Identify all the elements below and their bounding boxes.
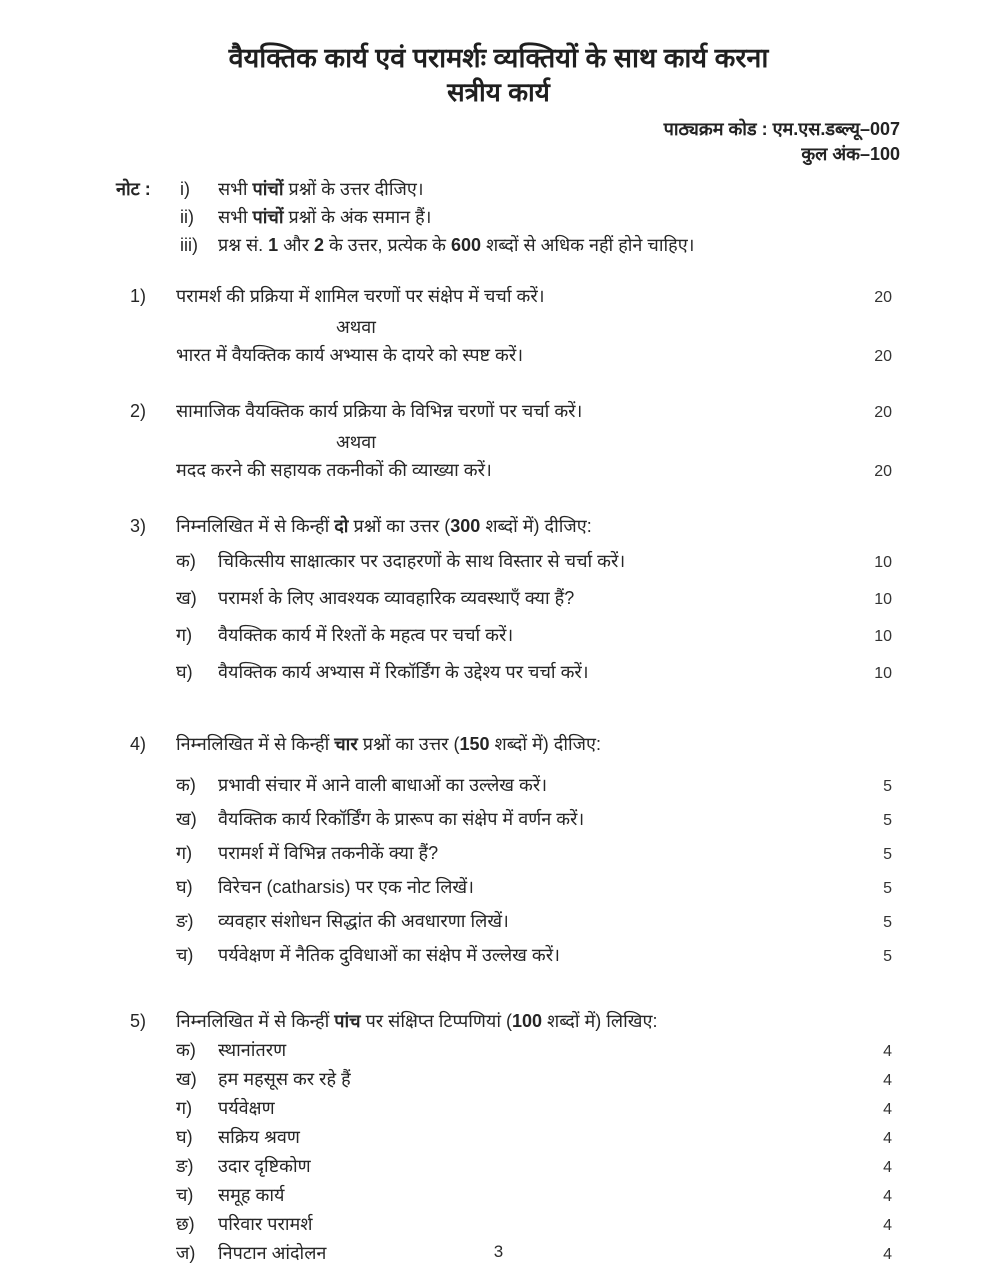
note-run: सभी [218, 207, 253, 227]
note-item-marker: ii) [180, 207, 194, 227]
question-5 [130, 1008, 892, 1268]
note-run: शब्दों से अधिक नहीं होने चाहिए। [481, 235, 695, 255]
document-header [0, 0, 997, 109]
marks-value: 4 [883, 1043, 892, 1060]
sub-question-row [130, 622, 892, 650]
note-run: प्रश्नों के उत्तर दीजिए। [283, 179, 424, 199]
sub-question-marker: क) [176, 775, 196, 795]
note-item [116, 175, 907, 203]
marks-value: 10 [874, 591, 892, 608]
marks-value: 4 [883, 1188, 892, 1205]
question-number: 4) [130, 734, 147, 754]
marks-value: 5 [883, 846, 892, 863]
marks-value: 10 [874, 665, 892, 682]
sub-question-row [130, 1037, 892, 1065]
question-4 [130, 731, 892, 970]
note-item-text [218, 203, 907, 231]
questions-section [130, 283, 892, 1268]
marks-value: 4 [883, 1246, 892, 1263]
question-run: प्रश्नों का उत्तर ( [348, 516, 451, 536]
question-3 [130, 513, 892, 687]
sub-question-text: व्यवहार संशोधन सिद्धांत की अवधारणा लिखें। [218, 911, 509, 931]
marks-value: 5 [883, 914, 892, 931]
sub-question-text: पर्यवेक्षण [218, 1098, 275, 1118]
page-number: 3 [493, 1242, 504, 1261]
sub-question-row [130, 874, 892, 902]
sub-question-marker: ग) [176, 1098, 193, 1118]
sub-question-row [130, 1211, 892, 1239]
note-run: सभी [218, 179, 253, 199]
sub-question-marker: ग) [176, 843, 193, 863]
marks-value: 20 [874, 404, 892, 421]
note-run: प्रश्नों के अंक समान हैं। [283, 207, 432, 227]
sub-question-text: समूह कार्य [218, 1185, 285, 1205]
question-row [130, 513, 892, 539]
marks-value: 4 [883, 1072, 892, 1089]
sub-question-row [130, 1095, 892, 1123]
total-marks: कुल अंक–100 [801, 144, 900, 164]
question-run: निम्नलिखित में से किन्हीं [176, 516, 335, 536]
question-text: परामर्श की प्रक्रिया में शामिल चरणों पर संक्षेप में चर्चा करें। [176, 286, 545, 306]
question-run-bold: पांच [334, 1011, 361, 1031]
or-row [130, 429, 892, 455]
marks-value: 4 [883, 1130, 892, 1147]
sub-question-marker: क) [176, 1040, 196, 1060]
note-run: के उत्तर, प्रत्येक के [323, 235, 451, 255]
sub-question-marker: च) [176, 1185, 194, 1205]
sub-question-marker: च) [176, 945, 194, 965]
question-row [130, 1008, 892, 1034]
sub-question-text: विरेचन (catharsis) पर एक नोट लिखें। [218, 877, 474, 897]
note-run-bold: 1 [268, 235, 279, 255]
note-item [116, 231, 907, 259]
sub-question-row [130, 840, 892, 868]
marks-value: 4 [883, 1159, 892, 1176]
course-meta [0, 117, 997, 167]
marks-value: 5 [883, 812, 892, 829]
sub-question-text: निपटान आंदोलन [218, 1243, 327, 1263]
sub-question-text: वैयक्तिक कार्य में रिश्तों के महत्व पर चर्चा करें। [218, 625, 514, 645]
note-run-bold: पांचों [252, 207, 284, 227]
sub-question-row [130, 1066, 892, 1094]
sub-question-marker: घ) [176, 662, 193, 682]
sub-question-text: सक्रिय श्रवण [218, 1127, 300, 1147]
question-number: 2) [130, 401, 147, 421]
sub-question-marker: घ) [176, 877, 193, 897]
marks-value: 5 [883, 880, 892, 897]
note-label: नोट : [116, 179, 151, 199]
sub-question-text: चिकित्सीय साक्षात्कार पर उदाहरणों के साथ विस्तार से चर्चा करें। [218, 551, 626, 571]
sub-question-row [130, 659, 892, 687]
sub-question-marker: ख) [176, 588, 197, 608]
sub-question-text: परामर्श के लिए आवश्यक व्यावहारिक व्यवस्थाएँ क्या हैं? [218, 588, 575, 608]
question-run-bold: दो [334, 516, 349, 536]
marks-value: 10 [874, 628, 892, 645]
note-run: और [278, 235, 314, 255]
marks-value: 10 [874, 554, 892, 571]
marks-value: 4 [883, 1101, 892, 1118]
sub-question-marker: क) [176, 551, 196, 571]
page-title: वैयक्तिक कार्य एवं परामर्शः व्यक्तियों के साथ कार्य करना [228, 43, 769, 73]
question-run: पर संक्षिप्त टिप्पणियां ( [360, 1011, 512, 1031]
marks-value: 20 [874, 348, 892, 365]
sub-question-row [130, 942, 892, 970]
sub-question-marker: ज) [176, 1243, 196, 1263]
note-run-bold: 2 [313, 235, 324, 255]
question-run: निम्नलिखित में से किन्हीं [176, 1011, 335, 1031]
page-subtitle: सत्रीय कार्य [447, 77, 550, 107]
sub-question-text: प्रभावी संचार में आने वाली बाधाओं का उल्लेख करें। [218, 775, 548, 795]
note-item-text [218, 231, 907, 259]
sub-question-text: परिवार परामर्श [218, 1214, 313, 1234]
sub-question-text: स्थानांतरण [218, 1040, 287, 1060]
question-run-bold: 300 [450, 516, 481, 536]
question-run: शब्दों में) दीजिए: [480, 516, 592, 536]
sub-question-marker: ग) [176, 625, 193, 645]
marks-value: 4 [883, 1217, 892, 1234]
note-run-bold: 600 [451, 235, 482, 255]
sub-question-marker: छ) [176, 1214, 195, 1234]
question-run-bold: चार [334, 734, 358, 754]
marks-value: 20 [874, 289, 892, 306]
sub-question-row [130, 585, 892, 613]
note-item-text [218, 175, 907, 203]
question-run-bold: 150 [459, 734, 490, 754]
question-row [130, 398, 892, 426]
question-row [130, 342, 892, 370]
sub-question-marker: ख) [176, 1069, 197, 1089]
sub-question-text: परामर्श में विभिन्न तकनीकें क्या हैं? [218, 843, 439, 863]
question-run-bold: 100 [511, 1011, 543, 1031]
sub-question-row [130, 548, 892, 576]
question-row [130, 283, 892, 311]
marks-value: 5 [883, 948, 892, 965]
question-text: सामाजिक वैयक्तिक कार्य प्रक्रिया के विभिन्न चरणों पर चर्चा करें। [176, 401, 583, 421]
or-separator: अथवा [336, 317, 376, 337]
sub-question-row [130, 1124, 892, 1152]
note-run-bold: पांचों [252, 179, 284, 199]
sub-question-row [130, 772, 892, 800]
sub-question-row [130, 1153, 892, 1181]
or-separator: अथवा [336, 432, 376, 452]
question-text [176, 513, 836, 539]
question-text [176, 731, 836, 757]
sub-question-text: वैयक्तिक कार्य रिकॉर्डिंग के प्रारूप का संक्षेप में वर्णन करें। [218, 809, 585, 829]
question-text [176, 1008, 836, 1034]
sub-question-marker: घ) [176, 1127, 193, 1147]
question-run: शब्दों में) लिखिए: [542, 1011, 658, 1031]
sub-question-row [130, 806, 892, 834]
question-text: भारत में वैयक्तिक कार्य अभ्यास के दायरे को स्पष्ट करें। [176, 345, 524, 365]
sub-question-text: पर्यवेक्षण में नैतिक दुविधाओं का संक्षेप में उल्लेख करें। [218, 945, 560, 965]
question-row [130, 731, 892, 757]
sub-question-marker: ख) [176, 809, 197, 829]
question-text: मदद करने की सहायक तकनीकों की व्याख्या करें। [176, 460, 492, 480]
marks-value: 20 [874, 463, 892, 480]
question-run: प्रश्नों का उत्तर ( [357, 734, 460, 754]
question-row [130, 457, 892, 485]
sub-question-row [130, 908, 892, 936]
marks-value: 5 [883, 778, 892, 795]
note-run: प्रश्न सं. [218, 235, 269, 255]
question-number: 1) [130, 286, 147, 306]
question-number: 5) [130, 1011, 147, 1031]
sub-question-marker: ङ) [176, 911, 194, 931]
note-section [116, 175, 907, 259]
sub-question-row [130, 1182, 892, 1210]
question-run: शब्दों में) दीजिए: [489, 734, 601, 754]
question-number: 3) [130, 516, 147, 536]
or-row [130, 314, 892, 340]
question-2 [130, 398, 892, 485]
course-code: पाठ्यक्रम कोड : एम.एस.डब्ल्यू–007 [663, 119, 900, 139]
sub-question-text: वैयक्तिक कार्य अभ्यास में रिकॉर्डिंग के उद्देश्य पर चर्चा करें। [218, 662, 589, 682]
sub-question-marker: ङ) [176, 1156, 194, 1176]
note-item [116, 203, 907, 231]
sub-question-text: उदार दृष्टिकोण [218, 1156, 311, 1176]
question-1 [130, 283, 892, 370]
note-item-marker: i) [180, 179, 190, 199]
sub-question-text: हम महसूस कर रहे हैं [218, 1069, 351, 1089]
question-run: निम्नलिखित में से किन्हीं [176, 734, 335, 754]
note-item-marker: iii) [180, 235, 198, 255]
